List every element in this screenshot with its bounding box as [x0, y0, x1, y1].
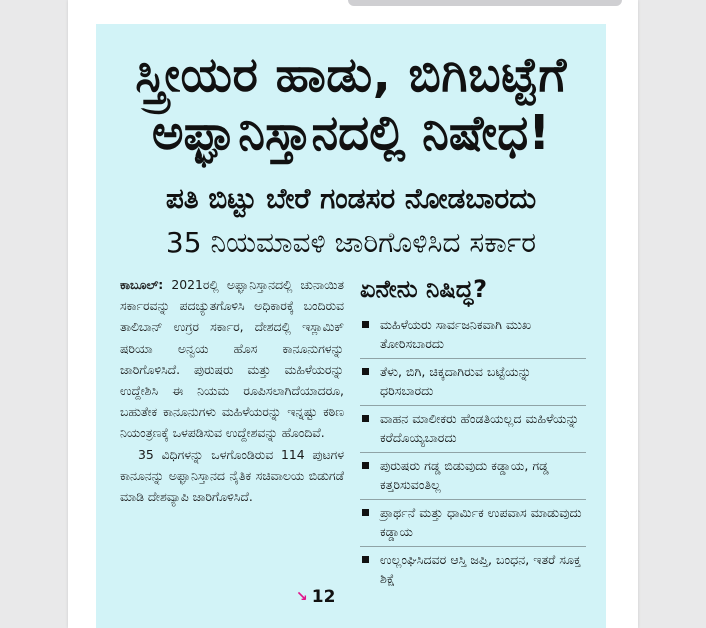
article-body: [120, 274, 344, 507]
list-item-text: ಪುರುಷರು ಗಡ್ಡ ಬಿಡುವುದು ಕಡ್ಡಾಯ, ಗಡ್ಡ ಕತ್ತರಿಸುವಂತಿಲ್ಲ: [380, 458, 549, 492]
headline-line-2: ಅಫ್ಘಾನಿಸ್ತಾನದಲ್ಲಿ ನಿಷೇಧ!: [151, 105, 551, 161]
list-item-text: ತೆಳು, ಬಿಗಿ, ಚಿಕ್ಕದಾಗಿರುವ ಬಟ್ಟೆಯನ್ನು ಧರಿಸಬಾರದು: [380, 364, 532, 398]
list-item: [360, 359, 586, 406]
list-item: [360, 547, 586, 593]
dateline: ಕಾಬೂಲ್:: [120, 277, 164, 292]
square-bullet-icon: [362, 368, 369, 375]
continued-page-number: 12: [311, 587, 336, 607]
prohibitions-title: ಏನೇನು ನಿಷಿದ್ಧ?: [360, 275, 488, 303]
arrow-down-right-icon: ↘: [296, 589, 308, 605]
article-paragraph-2: 35 ವಿಧಿಗಳನ್ನು ಒಳಗೊಂಡಿರುವ 114 ಪುಟಗಳ ಕಾನೂನನ್ನು ಅಫ್ಘಾನಿಸ್ತಾನದ ನೈತಿಕ ಸಚಿವಾಲಯ ಬಿಡುಗಡೆ ಮಾಡಿ ದೇಶವ್ಯಾಪಿ ಜಾರಿಗೊಳಿಸಿದೆ.: [120, 446, 344, 505]
list-item: [360, 406, 586, 453]
list-item-text: ಉಲ್ಲಂಘಿಸಿದವರ ಆಸ್ತಿ ಜಪ್ತಿ, ಬಂಧನ, ಇತರೆ ಸೂಕ್ತ ಶಿಕ್ಷೆ: [380, 552, 581, 586]
list-item-text: ವಾಹನ ಮಾಲೀಕರು ಹೆಂಡತಿಯಲ್ಲದ ಮಹಿಳೆಯನ್ನು ಕರೆದೊಯ್ಯಬಾರದು: [380, 411, 580, 445]
list-item: [360, 500, 586, 547]
article-paragraph-1: [120, 274, 344, 444]
prohibitions-list: [360, 312, 586, 593]
square-bullet-icon: [362, 556, 369, 563]
prohibitions-box: [360, 272, 586, 593]
square-bullet-icon: [362, 321, 369, 328]
paragraph-1-text: 2021ರಲ್ಲಿ ಅಫ್ಘಾನಿಸ್ತಾನದಲ್ಲಿ ಚುನಾಯಿತ ಸರ್ಕಾರವನ್ನು ಪದಚ್ಯುತಗೊಳಿಸಿ ಅಧಿಕಾರಕ್ಕೆ ಬಂದಿರುವ ತಾಲಿಬಾನ್ ಉಗ್ರರ ಸರ್ಕಾರ, ದೇಶದಲ್ಲಿ ಇಸ್ಲಾಮಿಕ್ ಷರಿಯಾ ಅನ್ವಯ ಹೊಸ ಕಾನೂನುಗಳನ್ನು ಜಾರಿಗೊಳಿಸಿದೆ. ಪುರುಷರು ಮತ್ತು ಮಹಿಳೆಯರನ್ನು ಉದ್ದೇಶಿಸಿ ಈ ನಿಯಮ ರೂಪಿಸಲಾಗಿದೆಯಾದರೂ, ಬಹುತೇಕ ಕಾನೂನುಗಳು ಮಹಿಳೆಯರನ್ನು ಇನ್ನಷ್ಟು ಕಠಿಣ ನಿಯಂತ್ರಣಕ್ಕೆ ಒಳಪಡಿಸುವ ಉದ್ದೇಶವನ್ನು ಹೊಂದಿವೆ.: [120, 277, 344, 441]
headline-line-1: ಸ್ತ್ರೀಯರ ಹಾಡು, ಬಿಗಿಬಟ್ಟೆಗೆ: [135, 47, 567, 103]
square-bullet-icon: [362, 462, 369, 469]
news-article-panel: [96, 24, 606, 628]
list-item: [360, 312, 586, 359]
subheadline-line-2: 35 ನಿಯಮಾವಳಿ ಜಾರಿಗೊಳಿಸಿದ ಸರ್ಕಾರ: [165, 226, 537, 259]
list-item-text: ಪ್ರಾರ್ಥನೆ ಮತ್ತು ಧಾರ್ಮಿಕ ಉಪವಾಸ ಮಾಡುವುದು ಕಡ್ಡಾಯ: [380, 505, 582, 539]
continued-on-page: [296, 584, 344, 610]
top-edge-strip: [348, 0, 622, 6]
list-item: [360, 453, 586, 500]
square-bullet-icon: [362, 509, 369, 516]
list-item-text: ಮಹಿಳೆಯರು ಸಾರ್ವಜನಿಕವಾಗಿ ಮುಖ ತೋರಿಸಬಾರದು: [380, 317, 532, 351]
square-bullet-icon: [362, 415, 369, 422]
subheadline-line-1: ಪತಿ ಬಿಟ್ಟು ಬೇರೆ ಗಂಡಸರ ನೋಡಬಾರದು: [165, 182, 537, 215]
